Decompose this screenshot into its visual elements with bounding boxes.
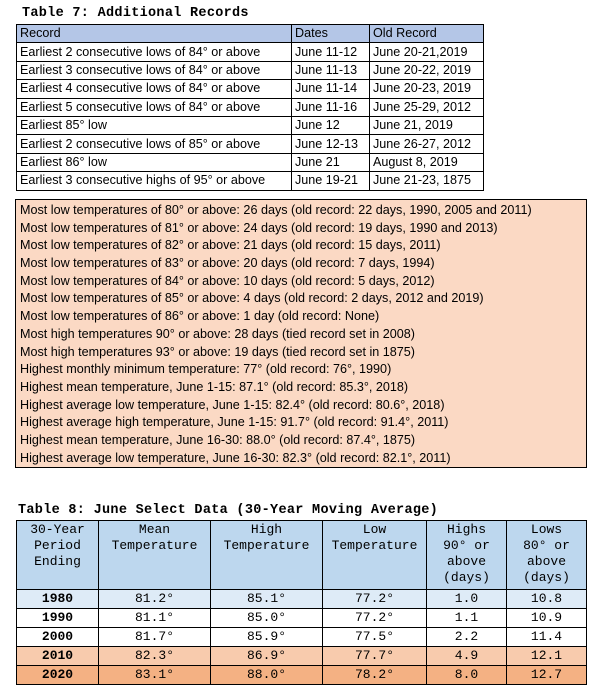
june-select-data-table (16, 520, 587, 685)
lows-80-cell: 11.4 (507, 628, 587, 647)
column-header-mean-temperature: Mean Temperature (99, 521, 211, 590)
table-row (17, 153, 484, 171)
list-item: Highest mean temperature, June 16-30: 88.0° (old record: 87.4°, 1875) (20, 432, 416, 447)
low-temp-cell: 77.2° (323, 590, 427, 609)
list-item: Highest average low temperature, June 1-15: 82.4° (old record: 80.6°, 2018) (20, 397, 445, 412)
list-item: Most low temperatures of 81° or above: 24 days (old record: 19 days, 1990 and 2013) (20, 220, 498, 235)
dates-cell: June 11-14 (292, 80, 370, 98)
list-item: Highest mean temperature, June 1-15: 87.1° (old record: 85.3°, 2018) (20, 379, 409, 394)
table-row (17, 80, 484, 98)
mean-temp-cell: 81.2° (99, 590, 211, 609)
list-item: Most low temperatures of 84° or above: 10 days (old record: 5 days, 2012) (20, 273, 435, 288)
column-header-old-record: Old Record (370, 25, 484, 43)
dates-cell: June 11-16 (292, 98, 370, 116)
old-record-cell: June 25-29, 2012 (370, 98, 484, 116)
high-temp-cell: 85.0° (211, 609, 323, 628)
additional-records-table (16, 24, 484, 191)
high-temp-cell: 88.0° (211, 666, 323, 685)
column-header-record: Record (17, 25, 292, 43)
old-record-cell: June 20-23, 2019 (370, 80, 484, 98)
column-header-lows-80: Lows 80° or above (days) (507, 521, 587, 590)
list-item: Most low temperatures of 86° or above: 1 day (old record: None) (20, 309, 380, 324)
dates-cell: June 12-13 (292, 135, 370, 153)
column-header-high-temperature: High Temperature (211, 521, 323, 590)
table-7-caption: Table 7: Additional Records (22, 6, 249, 21)
table-header-row (17, 25, 484, 43)
low-temp-cell: 77.2° (323, 609, 427, 628)
list-item: Highest monthly minimum temperature: 77° (old record: 76°, 1990) (20, 362, 392, 377)
table-row (17, 61, 484, 79)
period-cell: 2000 (17, 628, 99, 647)
record-cell: Earliest 86° low (17, 153, 292, 171)
mean-temp-cell: 82.3° (99, 647, 211, 666)
table-header-row (17, 521, 587, 590)
record-cell: Earliest 5 consecutive lows of 84° or above (17, 98, 292, 116)
table-row (17, 609, 587, 628)
column-header-highs-90: Highs 90° or above (days) (427, 521, 507, 590)
table-row (17, 590, 587, 609)
period-cell: 2020 (17, 666, 99, 685)
dates-cell: June 11-12 (292, 43, 370, 61)
period-cell: 1990 (17, 609, 99, 628)
old-record-cell: June 26-27, 2012 (370, 135, 484, 153)
period-cell: 1980 (17, 590, 99, 609)
list-item: Most low temperatures of 83° or above: 20 days (old record: 7 days, 1994) (20, 256, 435, 271)
highs-90-cell: 1.1 (427, 609, 507, 628)
mean-temp-cell: 81.7° (99, 628, 211, 647)
record-cell: Earliest 2 consecutive lows of 84° or above (17, 43, 292, 61)
record-cell: Earliest 4 consecutive lows of 84° or above (17, 80, 292, 98)
list-item: Most high temperatures 93° or above: 19 days (tied record set in 1875) (20, 344, 415, 359)
dates-cell: June 21 (292, 153, 370, 171)
list-item: Most low temperatures of 85° or above: 4 days (old record: 2 days, 2012 and 2019) (20, 291, 484, 306)
period-cell: 2010 (17, 647, 99, 666)
lows-80-cell: 10.8 (507, 590, 587, 609)
records-list-box (15, 199, 587, 468)
mean-temp-cell: 83.1° (99, 666, 211, 685)
old-record-cell: August 8, 2019 (370, 153, 484, 171)
table-row (17, 172, 484, 190)
low-temp-cell: 78.2° (323, 666, 427, 685)
old-record-cell: June 20-21,2019 (370, 43, 484, 61)
highs-90-cell: 1.0 (427, 590, 507, 609)
record-cell: Earliest 2 consecutive lows of 85° or above (17, 135, 292, 153)
table-row (17, 135, 484, 153)
old-record-cell: June 20-22, 2019 (370, 61, 484, 79)
list-item: Highest average high temperature, June 1-15: 91.7° (old record: 91.4°, 2011) (20, 415, 449, 430)
record-cell: Earliest 3 consecutive highs of 95° or above (17, 172, 292, 190)
record-cell: Earliest 85° low (17, 116, 292, 134)
dates-cell: June 19-21 (292, 172, 370, 190)
high-temp-cell: 85.9° (211, 628, 323, 647)
list-item: Most low temperatures of 82° or above: 21 days (old record: 15 days, 2011) (20, 238, 441, 253)
list-item: Most low temperatures of 80° or above: 26 days (old record: 22 days, 1990, 2005 and 2011) (20, 203, 532, 217)
low-temp-cell: 77.5° (323, 628, 427, 647)
table-row (17, 628, 587, 647)
column-header-period: 30-Year Period Ending (17, 521, 99, 590)
table-row (17, 98, 484, 116)
old-record-cell: June 21-23, 1875 (370, 172, 484, 190)
lows-80-cell: 12.1 (507, 647, 587, 666)
dates-cell: June 11-13 (292, 61, 370, 79)
table-row (17, 116, 484, 134)
column-header-dates: Dates (292, 25, 370, 43)
mean-temp-cell: 81.1° (99, 609, 211, 628)
table-8-caption: Table 8: June Select Data (30-Year Moving Average) (18, 503, 439, 518)
table-row (17, 647, 587, 666)
table-row (17, 43, 484, 61)
record-cell: Earliest 3 consecutive lows of 84° or above (17, 61, 292, 79)
highs-90-cell: 4.9 (427, 647, 507, 666)
column-header-low-temperature: Low Temperature (323, 521, 427, 590)
low-temp-cell: 77.7° (323, 647, 427, 666)
old-record-cell: June 21, 2019 (370, 116, 484, 134)
dates-cell: June 12 (292, 116, 370, 134)
list-item: Most high temperatures 90° or above: 28 days (tied record set in 2008) (20, 326, 415, 341)
high-temp-cell: 86.9° (211, 647, 323, 666)
table-row (17, 666, 587, 685)
list-item: Highest average low temperature, June 16-30: 82.3° (old record: 82.1°, 2011) (20, 450, 451, 465)
lows-80-cell: 12.7 (507, 666, 587, 685)
lows-80-cell: 10.9 (507, 609, 587, 628)
highs-90-cell: 8.0 (427, 666, 507, 685)
high-temp-cell: 85.1° (211, 590, 323, 609)
highs-90-cell: 2.2 (427, 628, 507, 647)
